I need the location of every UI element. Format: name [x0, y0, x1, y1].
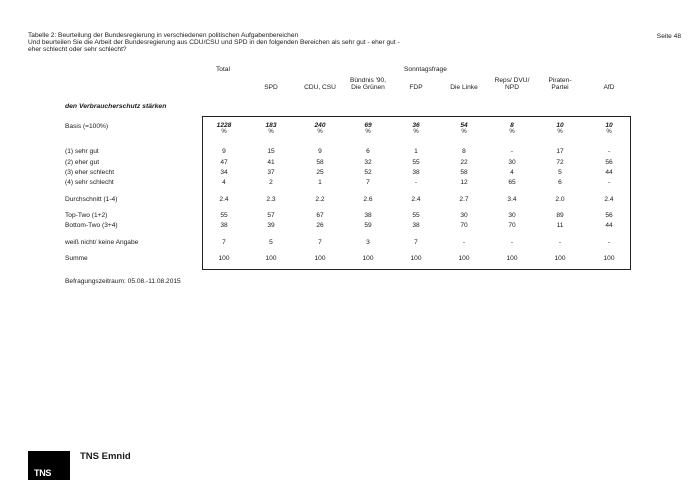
table-cell: 7 — [222, 239, 226, 246]
table-cell: 70 — [508, 222, 516, 229]
table-cell: 44 — [605, 169, 613, 176]
table-cell: 34 — [220, 169, 228, 176]
table-cell: 55 — [220, 212, 228, 219]
percent-sign: % — [461, 129, 467, 135]
column-header: Die Grünen — [351, 84, 385, 91]
table-cell: 65 — [508, 179, 516, 186]
table-cell: 38 — [364, 212, 372, 219]
question-line-1: Und beurteilen Sie die Arbeit der Bundesregierung aus CDU/CSU und SPD in den folgenden Bereichen als sehr gut - eher gut - — [28, 39, 400, 46]
table-cell: 5 — [269, 239, 273, 246]
table-cell: 41 — [267, 159, 275, 166]
row-label: Bottom-Two (3+4) — [65, 222, 118, 229]
table-cell: 1 — [318, 179, 322, 186]
table-cell: 72 — [556, 159, 564, 166]
table-frame — [202, 116, 631, 270]
table-cell: 58 — [316, 159, 324, 166]
table-cell: 26 — [316, 222, 324, 229]
row-label: Top-Two (1+2) — [65, 212, 108, 219]
table-cell: 70 — [460, 222, 468, 229]
table-cell: 2.7 — [459, 196, 469, 203]
table-cell: 2.6 — [363, 196, 373, 203]
group-total: Total — [216, 66, 230, 73]
group-sonntagsfrage: Sonntagsfrage — [404, 66, 447, 73]
row-label: (3) eher schlecht — [65, 169, 115, 176]
table-cell: 4 — [222, 179, 226, 186]
table-cell: 4 — [510, 169, 514, 176]
table-cell: 2.4 — [604, 196, 614, 203]
basis-cell: 36 — [412, 122, 420, 129]
table-cell: 12 — [460, 179, 468, 186]
table-cell: 2 — [269, 179, 273, 186]
table-cell: 100 — [314, 255, 326, 262]
table-cell: 100 — [362, 255, 374, 262]
column-header: AfD — [603, 84, 615, 91]
table-cell: - — [558, 239, 562, 246]
percent-sign: % — [221, 129, 227, 135]
question-line-2: eher schlecht oder sehr schlecht? — [28, 46, 127, 53]
percent-sign: % — [317, 129, 323, 135]
table-cell: 56 — [605, 159, 613, 166]
basis-cell: 10 — [605, 122, 613, 129]
row-label: weiß nicht/ keine Angabe — [65, 239, 139, 246]
table-cell: 100 — [265, 255, 277, 262]
table-cell: 39 — [267, 222, 275, 229]
row-label: (4) sehr schlecht — [65, 179, 114, 186]
table-cell: 30 — [508, 159, 516, 166]
table-cell: 2.0 — [555, 196, 565, 203]
table-cell: 38 — [412, 169, 420, 176]
percent-sign: % — [365, 129, 371, 135]
table-cell: 55 — [412, 159, 420, 166]
table-cell: - — [510, 148, 514, 155]
table-cell: 22 — [460, 159, 468, 166]
column-header: FDP — [409, 84, 423, 91]
table-cell: 15 — [267, 148, 275, 155]
table-cell: 2.4 — [219, 196, 229, 203]
table-cell: 7 — [318, 239, 322, 246]
table-cell: 7 — [414, 239, 418, 246]
basis-cell: 240 — [314, 122, 326, 129]
table-cell: 2.2 — [315, 196, 325, 203]
brand-name: TNS Emnid — [80, 451, 131, 462]
table-cell: 100 — [410, 255, 422, 262]
table-cell: 17 — [556, 148, 564, 155]
table-cell: 55 — [412, 212, 420, 219]
column-header: Die Linke — [450, 84, 478, 91]
basis-cell: 69 — [364, 122, 372, 129]
table-cell: 38 — [220, 222, 228, 229]
table-cell: 2.4 — [411, 196, 421, 203]
table-cell: 7 — [366, 179, 370, 186]
percent-sign: % — [606, 129, 612, 135]
row-label: Summe — [65, 255, 88, 262]
tns-logo — [28, 451, 70, 480]
survey-period: Befragungszeitraum: 05.08.-11.08.2015 — [65, 278, 181, 285]
basis-cell: 1228 — [216, 122, 232, 129]
percent-sign: % — [557, 129, 563, 135]
table-cell: 3.4 — [507, 196, 517, 203]
table-cell: 37 — [267, 169, 275, 176]
row-label: (2) eher gut — [65, 159, 100, 166]
column-header-line1: Bündnis '90, — [349, 77, 387, 84]
table-cell: - — [462, 239, 466, 246]
table-cell: 32 — [364, 159, 372, 166]
percent-sign: % — [268, 129, 274, 135]
column-header-line1: Reps/ DVU/ — [494, 77, 530, 84]
table-cell: 9 — [318, 148, 322, 155]
basis-cell: 54 — [460, 122, 468, 129]
table-cell: 3 — [366, 239, 370, 246]
table-cell: 58 — [460, 169, 468, 176]
percent-sign: % — [509, 129, 515, 135]
table-cell: - — [414, 179, 418, 186]
table-cell: - — [607, 148, 611, 155]
table-cell: - — [607, 239, 611, 246]
row-label: Durchschnitt (1-4) — [65, 196, 118, 203]
table-cell: 30 — [508, 212, 516, 219]
basis-cell: 10 — [556, 122, 564, 129]
basis-cell: 183 — [265, 122, 277, 129]
section-title: den Verbraucherschutz stärken — [65, 103, 167, 110]
table-cell: 1 — [414, 148, 418, 155]
table-cell: - — [510, 239, 514, 246]
table-cell: 56 — [605, 212, 613, 219]
table-cell: 89 — [556, 212, 564, 219]
table-title: Tabelle 2: Beurteilung der Bundesregierung in verschiedenen politischen Aufgabenbereichen — [28, 32, 299, 39]
table-cell: 44 — [605, 222, 613, 229]
column-header: Partei — [551, 84, 569, 91]
table-cell: 25 — [316, 169, 324, 176]
row-label: (1) sehr gut — [65, 148, 99, 155]
table-cell: - — [607, 179, 611, 186]
column-header-line1: Piraten- — [548, 77, 572, 84]
column-header: SPD — [264, 84, 278, 91]
table-cell: 11 — [556, 222, 564, 229]
table-cell: 9 — [222, 148, 226, 155]
table-cell: 8 — [462, 148, 466, 155]
table-cell: 67 — [316, 212, 324, 219]
table-cell: 30 — [460, 212, 468, 219]
logo-text: TNS — [34, 468, 52, 478]
column-header: NPD — [505, 84, 519, 91]
column-header: CDU, CSU — [304, 84, 336, 91]
table-cell: 6 — [558, 179, 562, 186]
table-cell: 100 — [458, 255, 470, 262]
basis-cell: 8 — [510, 122, 514, 129]
page-number: Seite 48 — [656, 33, 681, 40]
percent-sign: % — [413, 129, 419, 135]
table-cell: 100 — [218, 255, 230, 262]
table-cell: 47 — [220, 159, 228, 166]
table-cell: 52 — [364, 169, 372, 176]
table-cell: 38 — [412, 222, 420, 229]
table-cell: 2.3 — [266, 196, 276, 203]
table-cell: 100 — [603, 255, 615, 262]
table-cell: 100 — [554, 255, 566, 262]
table-cell: 100 — [506, 255, 518, 262]
table-cell: 57 — [267, 212, 275, 219]
table-cell: 59 — [364, 222, 372, 229]
table-cell: 5 — [558, 169, 562, 176]
table-cell: 6 — [366, 148, 370, 155]
row-label-basis: Basis (=100%) — [65, 123, 109, 130]
